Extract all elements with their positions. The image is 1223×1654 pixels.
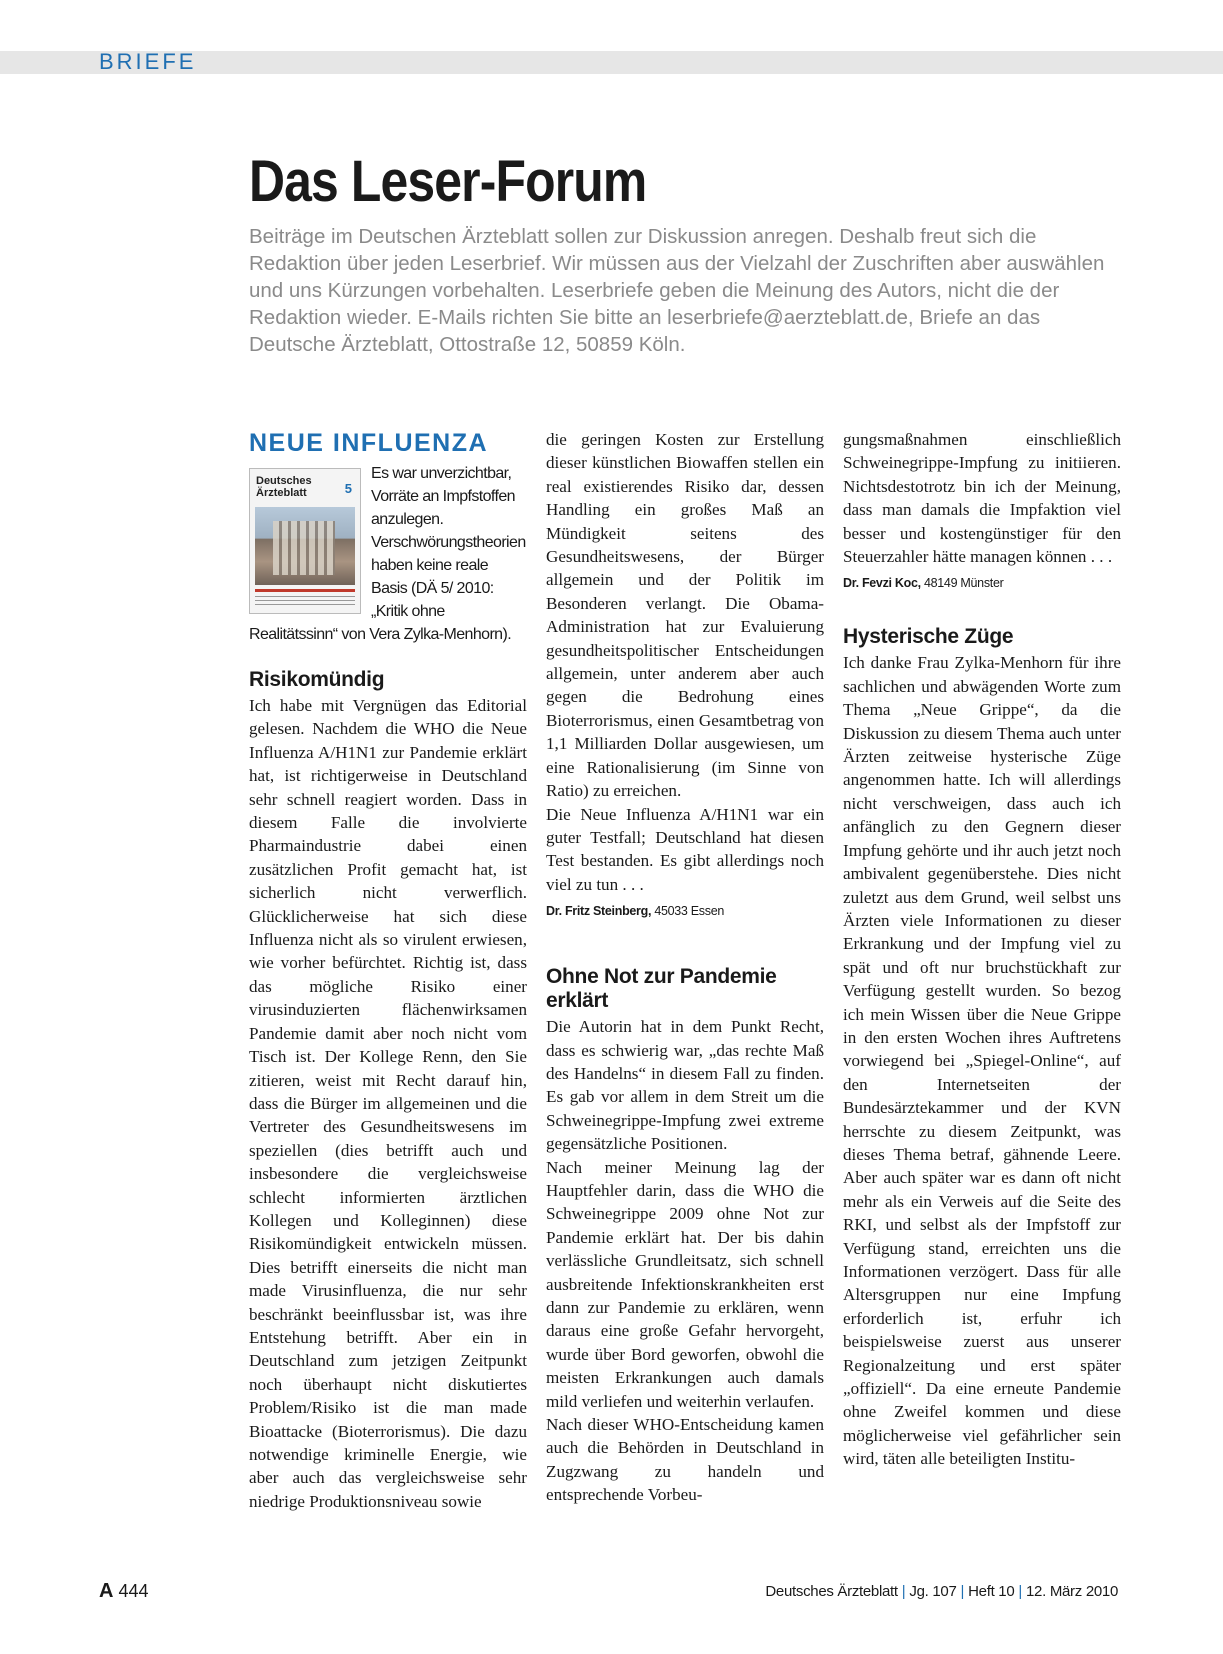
rubric-title: NEUE INFLUENZA [249, 429, 489, 457]
journal-issue: Heft 10 [968, 1583, 1015, 1600]
page-title: Das Leser-Forum [249, 149, 647, 214]
column-1 [249, 428, 527, 1513]
magazine-cover-image [249, 468, 361, 614]
letter-author [546, 901, 824, 921]
letter-headline: Hysterische Züge [843, 625, 1014, 649]
letter-paragraph: gungsmaßnahmen einschließlich Schweinegrippe-Impfung zu initiieren. Nichtsdestotrotz bin ich der Meinung, dass man damals die Impfaktion viel besser und kostengünstiger für den Steuerzahler hätte managen können . . . [843, 430, 1121, 567]
separator: | [960, 1583, 965, 1600]
intro-text: Beiträge im Deutschen Ärzteblatt sollen zur Diskussion anregen. Deshalb freut sich die Redaktion über jeden Leserbrief. Wir müssen aus der Vielzahl der Zuschriften aber auswählen und uns Kürzungen vorbehalten. Leserbriefe geben die Meinung des Autors, nicht die der Redaktion wieder. E-Mails richten Sie bitte an leserbriefe@aerzteblatt.de, Briefe an das Deutsche Ärzteblatt, Ottostraße 12, 50859 Köln. [249, 225, 1105, 356]
teaser-text: Es war unverzichtbar, Vorräte an Impfstoffen anzulegen. Verschwörungstheorien haben keine reale Basis (DÄ 5/ 2010: „Kritik ohne Realitätssinn“ von Vera Zylka-Menhorn). [249, 465, 526, 643]
section-label: BRIEFE [99, 49, 197, 74]
page-number [99, 1580, 149, 1603]
cover-title: Deutsches Ärzteblatt [256, 475, 312, 499]
letter-headline: Ohne Not zur Pandemie erklärt [546, 965, 777, 1013]
author-name: Dr. Fevzi Koc, [843, 576, 921, 591]
page-number-value: 444 [118, 1581, 149, 1601]
journal-date: 12. März 2010 [1026, 1583, 1118, 1600]
author-place: 45033 Essen [654, 904, 725, 919]
column-2 [546, 428, 824, 1507]
separator: | [1018, 1583, 1022, 1600]
journal-info [765, 1583, 1118, 1600]
column-3 [843, 428, 1121, 1471]
author-place: 48149 Münster [923, 576, 1004, 591]
cover-text-lines [255, 596, 355, 606]
teaser-block [249, 462, 527, 646]
letter-paragraph: Nach dieser WHO-Entscheidung kamen auch die Behörden in Deutschland in Zugzwang zu handeln und entsprechende Vorbeu- [546, 1415, 824, 1505]
author-name: Dr. Fritz Steinberg, [546, 904, 652, 919]
cover-number: 5 [344, 481, 352, 496]
journal-name: Deutsches Ärzteblatt [765, 1583, 898, 1600]
letter-paragraph: Ich danke Frau Zylka-Menhorn für ihre sachlichen und abwägenden Worte zum Thema „Neue Grippe“, da die Diskussion zu diesem Thema auch unter Ärzten zeitweise hysterische Züge angenommen hatte. Ich will allerdings nicht verschweigen, dass auch ich anfänglich zu den Gegnern dieser Impfung gehörte und ihr auch jetzt noch ambivalent gegenüberstehe. Dies nicht zuletzt aus dem Grund, weil selbst uns Ärzten viele Informationen zu dieser Erkrankung und der Impfung viel zu spät und oft nur bruchstückhaft zur Verfügung gestellt wurden. So bezog ich mein Wissen über die Neue Grippe in den ersten Wochen ihres Auftretens vorwiegend bei „Spiegel-Online“, auf den Internetseiten der Bundesärztekammer und der KVN herrschte zu diesem Zeitpunkt, was dieses Thema betraf, gähnende Leere. Aber auch später war es dann oft nicht mehr als ein Verweis auf die Seite des RKI, und selbst als der Impfstoff zur Verfügung stand, erreichten uns die Informationen verzögert. Dass für alle Altersgruppen nur eine Impfung erforderlich ist, erfuhr ich beispielsweise zuerst aus unserer Regionalzeitung und erst später „offiziell“. Da eine erneute Pandemie ohne Zweifel kommen und diese möglicherweise viel gefährlicher sein wird, täten alle beteiligten Institu- [843, 653, 1121, 1469]
journal-volume: Jg. 107 [909, 1583, 957, 1600]
letter-paragraph: Nach meiner Meinung lag der Hauptfehler darin, dass die WHO die Schweinegrippe 2009 ohne Not zur Pandemie erklärt hat. Der bis dahin verlässliche Grundleitsatz, sich schnell ausbreitende Infektionskrankheiten erst dann zur Pandemie zu erklären, wenn daraus eine große Gefahr hervorgeht, wurde über Bord geworfen, obwohl die meisten Erkrankungen auch damals mild verliefen und weiterhin verlaufen. [546, 1157, 824, 1411]
page-prefix: A [99, 1580, 114, 1602]
letter-author [843, 573, 1121, 593]
letter-paragraph: Ich habe mit Vergnügen das Editorial gelesen. Nachdem die WHO die Neue Influenza A/H1N1 zur Pandemie erklärt hat, ist richtigerweise in Deutschland sehr schnell reagiert worden. Dass in diesem Falle die involvierte Pharmaindustrie dabei einen zusätzlichen Profit gemacht hat, ist sicherlich nicht verwerflich. Glücklicherweise hat sich diese Influenza nicht als so virulent erwiesen, wie vorher befürchtet. Richtig ist, dass das mögliche Risiko einer virusinduzierten flächenwirksamen Pandemie damit aber noch nicht vom Tisch ist. Der Kollege Renn, den Sie zitieren, weist mit Recht darauf hin, dass die Bürger im allgemeinen und die Vertreter des Gesundheitswesens im speziellen (dies betrifft auch und insbesondere die vergleichsweise schlecht informierten ärztlichen Kollegen und Kolleginnen) diese Risikomündigkeit entwickeln müssen. Dies betrifft einerseits die nicht man made Virusinfluenza, die nur sehr beschränkt beeinflussbar ist, was ihre Entstehung betrifft. Aber ein in Deutschland zum jetzigen Zeitpunkt noch überhaupt nicht diskutiertes Problem/Risiko ist die man made Bioattacke (Bioterrorismus). Die dazu notwendige kriminelle Energie, wie aber auch das vergleichsweise sehr niedrige Produktionsniveau sowie [249, 696, 527, 1511]
cover-photo [255, 507, 355, 585]
cover-strip [255, 589, 355, 592]
letter-paragraph: Die Autorin hat in dem Punkt Recht, dass es schwierig war, „das rechte Maß des Handelns“ in diesem Fall zu finden. Es gab vor allem in dem Streit um die Schweinegrippe-Impfung zwei extreme gegensätzliche Positionen. [546, 1017, 824, 1154]
letter-headline: Risikomündig [249, 668, 385, 691]
letter-paragraph: Die Neue Influenza A/H1N1 war ein guter Testfall; Deutschland hat diesen Test bestanden. Es gibt allerdings noch viel zu tun . . . [546, 804, 824, 894]
letter-paragraph: die geringen Kosten zur Erstellung dieser künstlichen Biowaffen stellen ein real existierendes Risiko dar, dessen Handling ein großes Maß an Mündigkeit seitens des Gesundheitswesens, der Bürger allgemein und der Politik im Besonderen verlangt. Die Obama-Administration hat zur Evaluierung gesundheitspolitischer Entscheidungen allgemein, unter anderem aber auch gegen die Bedrohung eines Bioterrorismus, einen Gesamtbetrag von 1,1 Milliarden Dollar ausgewiesen, um eine Rationalisierung (im Sinne von Ratio) zu erreichen. [546, 430, 824, 801]
separator: | [901, 1583, 906, 1600]
